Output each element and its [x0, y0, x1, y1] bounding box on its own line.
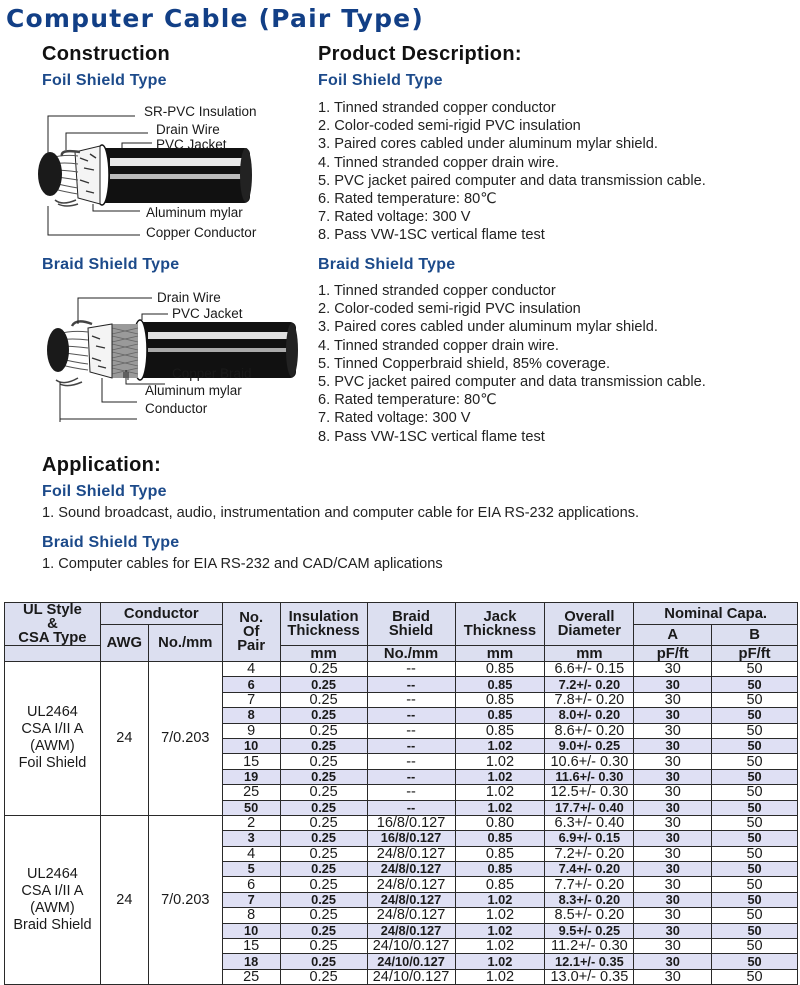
- pair-cell: 15: [222, 754, 280, 769]
- pair-cell: 7: [222, 692, 280, 707]
- insulation-cell: 0.25: [280, 908, 367, 923]
- b-cell: 50: [712, 754, 798, 769]
- braid-cell: --: [367, 769, 455, 784]
- braid-cell: 24/8/0.127: [367, 862, 455, 877]
- b-cell: 50: [712, 939, 798, 954]
- a-cell: 30: [634, 754, 712, 769]
- jacket-cell: 1.02: [455, 908, 545, 923]
- pair-cell: 7: [222, 892, 280, 907]
- a-cell: 30: [634, 800, 712, 815]
- b-cell: 50: [712, 815, 798, 830]
- b-cell: 50: [712, 877, 798, 892]
- braid-cell: 24/10/0.127: [367, 954, 455, 969]
- a-cell: 30: [634, 692, 712, 707]
- jacket-cell: 0.85: [455, 692, 545, 707]
- table-row: [5, 815, 798, 830]
- cable-spec-table: [4, 602, 798, 985]
- braid-cell: 24/8/0.127: [367, 923, 455, 938]
- pair-cell: 4: [222, 846, 280, 861]
- b-cell: 50: [712, 862, 798, 877]
- diameter-cell: 9.5+/- 0.25: [545, 923, 634, 938]
- diameter-cell: 11.2+/- 0.30: [545, 939, 634, 954]
- jacket-cell: 0.85: [455, 846, 545, 861]
- pair-cell: 10: [222, 738, 280, 753]
- diameter-cell: 17.7+/- 0.40: [545, 800, 634, 815]
- braid-cell: 24/8/0.127: [367, 846, 455, 861]
- pair-cell: 18: [222, 954, 280, 969]
- unit-insulation: mm: [280, 646, 367, 662]
- list-item: 1. Tinned stranded copper conductor: [318, 283, 556, 299]
- callout-conductor: Conductor: [145, 401, 208, 416]
- pair-cell: 2: [222, 815, 280, 830]
- header-braid: Braid Shield: [367, 603, 455, 646]
- b-cell: 50: [712, 892, 798, 907]
- jacket-cell: 0.85: [455, 677, 545, 692]
- insulation-cell: 0.25: [280, 662, 367, 677]
- diameter-cell: 7.4+/- 0.20: [545, 862, 634, 877]
- list-item: 2. Color-coded semi-rigid PVC insulation: [318, 118, 581, 135]
- diameter-cell: 7.8+/- 0.20: [545, 692, 634, 707]
- insulation-cell: 0.25: [280, 692, 367, 707]
- conductor-cell: 7/0.203: [148, 815, 222, 984]
- braid-cell: --: [367, 785, 455, 800]
- braid-cell: --: [367, 677, 455, 692]
- cable-type-cell: UL2464 CSA I/II A (AWM) Braid Shield: [5, 815, 101, 984]
- foil-description-list: [318, 99, 706, 245]
- header-capa-b: B: [712, 625, 798, 646]
- list-item: 8. Pass VW-1SC vertical flame test: [318, 428, 545, 445]
- diameter-cell: 6.3+/- 0.40: [545, 815, 634, 830]
- insulation-cell: 0.25: [280, 923, 367, 938]
- unit-jacket: mm: [455, 646, 545, 662]
- pair-cell: 8: [222, 908, 280, 923]
- pair-cell: 6: [222, 677, 280, 692]
- pair-cell: 50: [222, 800, 280, 815]
- jacket-cell: 0.85: [455, 708, 545, 723]
- application-braid-text: 1. Computer cables for EIA RS-232 and CAD/CAM aplications: [42, 556, 443, 572]
- construction-foil-subheading: Foil Shield Type: [42, 72, 167, 89]
- a-cell: 30: [634, 846, 712, 861]
- unit-capa-b: pF/ft: [712, 646, 798, 662]
- braid-cell: --: [367, 738, 455, 753]
- list-item: 7. Rated voltage: 300 V: [318, 410, 471, 427]
- insulation-cell: 0.25: [280, 800, 367, 815]
- braid-cell: 24/8/0.127: [367, 908, 455, 923]
- callout-copper-braid: Copper Braid: [172, 366, 252, 381]
- a-cell: 30: [634, 785, 712, 800]
- insulation-cell: 0.25: [280, 738, 367, 753]
- list-item: 3. Paired cores cabled under aluminum mylar shield.: [318, 136, 658, 153]
- pair-cell: 9: [222, 723, 280, 738]
- header-ul-style-cont: [5, 646, 101, 662]
- insulation-cell: 0.25: [280, 754, 367, 769]
- b-cell: 50: [712, 800, 798, 815]
- b-cell: 50: [712, 908, 798, 923]
- list-item: 6. Rated temperature: 80℃: [318, 392, 497, 409]
- callout-aluminum-mylar: Aluminum mylar: [145, 383, 242, 398]
- table-row: [5, 662, 798, 677]
- insulation-cell: 0.25: [280, 877, 367, 892]
- braid-cell: --: [367, 723, 455, 738]
- insulation-cell: 0.25: [280, 815, 367, 830]
- list-item: 4. Tinned stranded copper drain wire.: [318, 337, 559, 354]
- jacket-cell: 0.85: [455, 862, 545, 877]
- b-cell: 50: [712, 969, 798, 984]
- diameter-cell: 7.7+/- 0.20: [545, 877, 634, 892]
- page-title: Computer Cable (Pair Type): [6, 4, 424, 33]
- unit-capa-a: pF/ft: [634, 646, 712, 662]
- jacket-cell: 0.80: [455, 815, 545, 830]
- pair-cell: 5: [222, 862, 280, 877]
- diameter-cell: 13.0+/- 0.35: [545, 969, 634, 984]
- a-cell: 30: [634, 831, 712, 846]
- jacket-cell: 1.02: [455, 738, 545, 753]
- a-cell: 30: [634, 677, 712, 692]
- a-cell: 30: [634, 954, 712, 969]
- callout-drain-wire: Drain Wire: [156, 122, 220, 137]
- b-cell: 50: [712, 708, 798, 723]
- header-capa: Nominal Capa.: [634, 603, 798, 625]
- jacket-cell: 1.02: [455, 785, 545, 800]
- insulation-cell: 0.25: [280, 846, 367, 861]
- header-awg: AWG: [100, 625, 148, 662]
- jacket-cell: 0.85: [455, 831, 545, 846]
- braid-cell: 16/8/0.127: [367, 831, 455, 846]
- pair-cell: 4: [222, 662, 280, 677]
- diameter-cell: 8.5+/- 0.20: [545, 908, 634, 923]
- conductor-cell: 7/0.203: [148, 662, 222, 816]
- pair-cell: 6: [222, 877, 280, 892]
- header-jacket: Jack Thickness: [455, 603, 545, 646]
- jacket-cell: 1.02: [455, 892, 545, 907]
- a-cell: 30: [634, 969, 712, 984]
- insulation-cell: 0.25: [280, 831, 367, 846]
- header-capa-a: A: [634, 625, 712, 646]
- jacket-cell: 1.02: [455, 754, 545, 769]
- construction-heading: Construction: [42, 43, 171, 65]
- braid-cell: 16/8/0.127: [367, 815, 455, 830]
- diameter-cell: 12.5+/- 0.30: [545, 785, 634, 800]
- a-cell: 30: [634, 662, 712, 677]
- foil-shield-cable-diagram: [20, 96, 310, 246]
- braid-description-list: [318, 282, 706, 446]
- callout-copper-conductor: Copper Conductor: [146, 225, 257, 240]
- list-item: 5. PVC jacket paired computer and data transmission cable.: [318, 374, 706, 391]
- braid-cell: --: [367, 708, 455, 723]
- jacket-cell: 1.02: [455, 939, 545, 954]
- cable-type-cell: UL2464 CSA I/II A (AWM) Foil Shield: [5, 662, 101, 816]
- insulation-cell: 0.25: [280, 954, 367, 969]
- b-cell: 50: [712, 692, 798, 707]
- braid-cell: --: [367, 754, 455, 769]
- a-cell: 30: [634, 923, 712, 938]
- header-ul-style: UL Style & CSA Type: [5, 603, 101, 646]
- a-cell: 30: [634, 723, 712, 738]
- b-cell: 50: [712, 662, 798, 677]
- diameter-cell: 7.2+/- 0.20: [545, 677, 634, 692]
- callout-sr-pvc-insulation: SR-PVC Insulation: [144, 104, 257, 119]
- list-item: 8. Pass VW-1SC vertical flame test: [318, 227, 545, 244]
- braid-cell: --: [367, 800, 455, 815]
- callout-pvc-jacket: PVC Jacket: [172, 306, 243, 321]
- list-item: 6. Rated temperature: 80℃: [318, 191, 497, 208]
- jacket-cell: 1.02: [455, 769, 545, 784]
- jacket-cell: 0.85: [455, 723, 545, 738]
- b-cell: 50: [712, 846, 798, 861]
- jacket-cell: 0.85: [455, 877, 545, 892]
- insulation-cell: 0.25: [280, 769, 367, 784]
- diameter-cell: 8.3+/- 0.20: [545, 892, 634, 907]
- unit-diameter: mm: [545, 646, 634, 662]
- b-cell: 50: [712, 769, 798, 784]
- copper-braid-shape: [112, 324, 138, 378]
- insulation-cell: 0.25: [280, 892, 367, 907]
- pair-cell: 15: [222, 939, 280, 954]
- insulation-cell: 0.25: [280, 969, 367, 984]
- diameter-cell: 12.1+/- 0.35: [545, 954, 634, 969]
- spec-table-body: [5, 662, 798, 985]
- braid-cell: 24/10/0.127: [367, 939, 455, 954]
- unit-braid: No./mm: [367, 646, 455, 662]
- jacket-cell: 1.02: [455, 954, 545, 969]
- pair-cell: 25: [222, 969, 280, 984]
- a-cell: 30: [634, 877, 712, 892]
- awg-cell: 24: [100, 662, 148, 816]
- b-cell: 50: [712, 738, 798, 753]
- header-insulation: Insulation Thickness: [280, 603, 367, 646]
- construction-braid-subheading: Braid Shield Type: [42, 256, 180, 273]
- jacket-cell: 1.02: [455, 923, 545, 938]
- braid-cell: 24/10/0.127: [367, 969, 455, 984]
- application-foil-text: 1. Sound broadcast, audio, instrumentation and computer cable for EIA RS-232 applications.: [42, 505, 640, 521]
- application-braid-subheading: Braid Shield Type: [42, 534, 180, 551]
- callout-pvc-jacket: PVC Jacket: [156, 137, 227, 152]
- braid-cell: 24/8/0.127: [367, 892, 455, 907]
- list-item: 2. Color-coded semi-rigid PVC insulation: [318, 301, 581, 318]
- diameter-cell: 8.0+/- 0.20: [545, 708, 634, 723]
- a-cell: 30: [634, 708, 712, 723]
- braid-cell: 24/8/0.127: [367, 877, 455, 892]
- b-cell: 50: [712, 785, 798, 800]
- callout-aluminum-mylar: Aluminum mylar: [146, 205, 243, 220]
- b-cell: 50: [712, 723, 798, 738]
- a-cell: 30: [634, 862, 712, 877]
- braid-cell: --: [367, 662, 455, 677]
- header-conductor: Conductor: [100, 603, 222, 625]
- pair-cell: 8: [222, 708, 280, 723]
- jacket-cell: 1.02: [455, 800, 545, 815]
- insulation-cell: 0.25: [280, 939, 367, 954]
- insulation-cell: 0.25: [280, 708, 367, 723]
- list-item: 4. Tinned stranded copper drain wire.: [318, 154, 559, 171]
- diameter-cell: 8.6+/- 0.20: [545, 723, 634, 738]
- a-cell: 30: [634, 939, 712, 954]
- jacket-cell: 1.02: [455, 969, 545, 984]
- diameter-cell: 6.9+/- 0.15: [545, 831, 634, 846]
- list-item: 1. Tinned stranded copper conductor: [318, 100, 556, 116]
- b-cell: 50: [712, 954, 798, 969]
- pair-cell: 10: [222, 923, 280, 938]
- awg-cell: 24: [100, 815, 148, 984]
- list-item: 7. Rated voltage: 300 V: [318, 209, 471, 226]
- header-diameter: Overall Diameter: [545, 603, 634, 646]
- product-description-heading: Product Description:: [318, 43, 522, 65]
- b-cell: 50: [712, 923, 798, 938]
- a-cell: 30: [634, 815, 712, 830]
- pair-cell: 19: [222, 769, 280, 784]
- b-cell: 50: [712, 831, 798, 846]
- insulation-cell: 0.25: [280, 677, 367, 692]
- application-foil-subheading: Foil Shield Type: [42, 483, 167, 500]
- jacket-cell: 0.85: [455, 662, 545, 677]
- a-cell: 30: [634, 892, 712, 907]
- callout-drain-wire: Drain Wire: [157, 290, 221, 305]
- list-item: 5. PVC jacket paired computer and data transmission cable.: [318, 172, 706, 189]
- diameter-cell: 7.2+/- 0.20: [545, 846, 634, 861]
- insulation-cell: 0.25: [280, 862, 367, 877]
- b-cell: 50: [712, 677, 798, 692]
- pair-cell: 3: [222, 831, 280, 846]
- diameter-cell: 11.6+/- 0.30: [545, 769, 634, 784]
- insulation-cell: 0.25: [280, 785, 367, 800]
- a-cell: 30: [634, 769, 712, 784]
- header-pairs: No. Of Pair: [222, 603, 280, 662]
- a-cell: 30: [634, 908, 712, 923]
- list-item: 3. Paired cores cabled under aluminum mylar shield.: [318, 319, 658, 336]
- braid-cell: --: [367, 692, 455, 707]
- description-braid-subheading: Braid Shield Type: [318, 256, 456, 273]
- diameter-cell: 9.0+/- 0.25: [545, 738, 634, 753]
- pair-cell: 25: [222, 785, 280, 800]
- diameter-cell: 10.6+/- 0.30: [545, 754, 634, 769]
- braid-shield-cable-diagram: [20, 282, 310, 422]
- description-foil-subheading: Foil Shield Type: [318, 72, 443, 89]
- insulation-cell: 0.25: [280, 723, 367, 738]
- application-heading: Application:: [42, 454, 162, 476]
- a-cell: 30: [634, 738, 712, 753]
- diameter-cell: 6.6+/- 0.15: [545, 662, 634, 677]
- list-item: 5. Tinned Copperbraid shield, 85% coverage.: [318, 355, 611, 372]
- header-no-mm: No./mm: [148, 625, 222, 662]
